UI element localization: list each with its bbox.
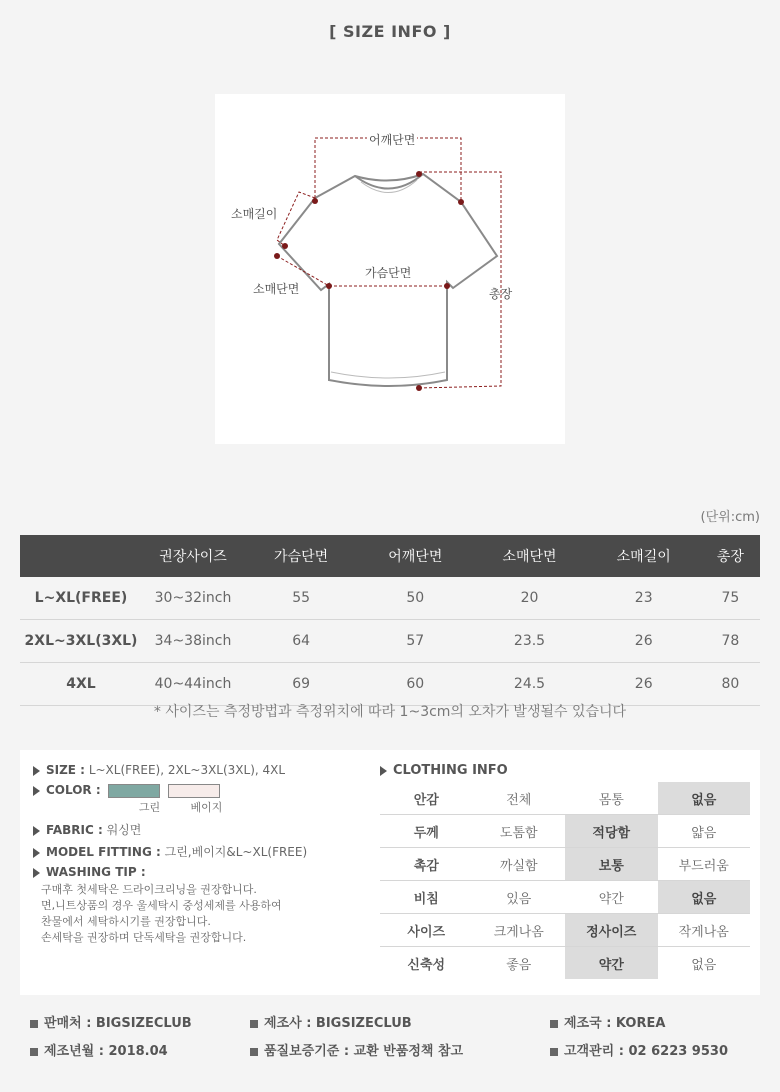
clothing-info-row (380, 815, 750, 848)
clothing-info-table (380, 782, 750, 979)
footer-country (550, 1012, 665, 1031)
table-cell: 20 (472, 577, 586, 620)
option-cell: 크게나옴 (473, 914, 566, 947)
attribute-label: 사이즈 (380, 914, 473, 947)
model-line (33, 842, 373, 862)
triangle-bullet-icon (33, 868, 40, 878)
option-cell-selected: 없음 (658, 782, 751, 815)
footer-manufacturer (250, 1012, 412, 1031)
table-cell: 23 (587, 577, 701, 620)
model-value: 그린,베이지&L~XL(FREE) (164, 845, 308, 859)
size-note: * 사이즈는 측정방법과 측정위치에 따라 1~3cm의 오차가 발생될수 있습니다 (153, 704, 627, 720)
header-cell: 권장사이즈 (142, 535, 244, 577)
unit-label: (단위:cm) (700, 510, 760, 525)
fabric-value: 워싱면 (106, 823, 142, 837)
size-name-cell: L~XL(FREE) (20, 577, 142, 620)
option-cell: 약간 (565, 881, 658, 914)
footer-manufacturer-text: 제조사 : BIGSIZECLUB (264, 1016, 412, 1031)
shoulder-right-dot (458, 199, 464, 205)
option-cell-selected: 적당함 (565, 815, 658, 848)
option-cell: 좋음 (506, 957, 532, 973)
clothing-info-row (380, 848, 750, 881)
square-bullet-icon (550, 1020, 558, 1028)
washing-line (33, 862, 373, 882)
washing-tips (33, 882, 373, 946)
header-cell: 가슴단면 (244, 535, 358, 577)
footer-warranty-text: 품질보증기준 : 교환 반품정책 참고 (264, 1044, 464, 1059)
washing-label: WASHING TIP : (46, 865, 146, 879)
clothing-info (380, 760, 750, 979)
option-cell-selected: 보통 (565, 848, 658, 881)
square-bullet-icon (30, 1048, 38, 1056)
table-row (20, 620, 760, 663)
option-cell: 얇음 (658, 815, 751, 848)
table-cell: 69 (244, 663, 358, 706)
footer-seller-text: 판매처 : BIGSIZECLUB (44, 1016, 192, 1031)
triangle-bullet-icon (33, 826, 40, 836)
attribute-label: 촉감 (380, 848, 473, 881)
size-table-header (20, 535, 760, 577)
table-cell: 60 (358, 663, 472, 706)
table-row (20, 577, 760, 620)
size-name-cell: 4XL (20, 663, 142, 706)
label-shoulder: 어깨단면 (369, 133, 416, 147)
model-label: MODEL FITTING : (46, 845, 161, 859)
tshirt-diagram (215, 94, 565, 444)
clothing-info-row (380, 782, 750, 815)
hem-dot (416, 385, 422, 391)
size-table (20, 535, 760, 706)
footer-seller (30, 1012, 192, 1031)
color-swatch-green (108, 784, 160, 798)
square-bullet-icon (30, 1020, 38, 1028)
square-bullet-icon (250, 1048, 258, 1056)
table-cell: 24.5 (472, 663, 586, 706)
page-title: [ SIZE INFO ] (329, 22, 451, 41)
footer-warranty (250, 1040, 463, 1059)
color-line (33, 780, 373, 800)
clothing-info-row (380, 947, 750, 980)
label-total-length: 총장 (489, 287, 513, 301)
footer-date (30, 1040, 168, 1059)
triangle-bullet-icon (380, 766, 387, 776)
table-cell: 80 (701, 663, 760, 706)
product-details (33, 760, 373, 946)
table-cell: 34~38inch (142, 620, 244, 663)
option-cell: 몸통 (565, 782, 658, 815)
option-cell: 없음 (691, 957, 717, 973)
product-info-panel (20, 750, 760, 995)
fabric-label: FABRIC : (46, 823, 103, 837)
attribute-label: 안감 (380, 782, 473, 815)
table-row (20, 663, 760, 706)
color-label: COLOR : (46, 783, 101, 797)
size-label: SIZE : (46, 763, 85, 777)
footer-country-text: 제조국 : KOREA (564, 1016, 666, 1031)
attribute-label: 두께 (380, 815, 473, 848)
table-cell: 75 (701, 577, 760, 620)
attribute-label: 신축성 (407, 957, 446, 973)
square-bullet-icon (250, 1020, 258, 1028)
table-cell: 30~32inch (142, 577, 244, 620)
table-cell: 26 (587, 620, 701, 663)
table-cell: 40~44inch (142, 663, 244, 706)
clothing-info-row (380, 881, 750, 914)
option-cell: 전체 (473, 782, 566, 815)
color-name-beige: 베이지 (190, 801, 223, 814)
footer-support (550, 1040, 728, 1059)
option-cell-selected: 약간 (565, 947, 658, 980)
sleeve-top-dot (282, 243, 288, 249)
table-cell: 64 (244, 620, 358, 663)
label-chest: 가슴단면 (365, 266, 412, 280)
size-value: L~XL(FREE), 2XL~3XL(3XL), 4XL (88, 763, 286, 777)
header-cell (20, 535, 142, 577)
table-cell: 26 (587, 663, 701, 706)
option-cell: 도톰함 (473, 815, 566, 848)
option-cell: 있음 (473, 881, 566, 914)
option-cell: 부드러움 (658, 848, 751, 881)
table-cell: 50 (358, 577, 472, 620)
table-cell: 57 (358, 620, 472, 663)
clothing-info-row (380, 914, 750, 947)
attribute-label: 비침 (380, 881, 473, 914)
label-sleeve-length: 소매길이 (231, 207, 278, 221)
armpit-right-dot (444, 283, 450, 289)
color-swatch-beige (168, 784, 220, 798)
header-cell: 어깨단면 (358, 535, 472, 577)
size-name-cell: 2XL~3XL(3XL) (20, 620, 142, 663)
neck-dot (416, 171, 422, 177)
header-cell: 총장 (701, 535, 760, 577)
triangle-bullet-icon (33, 786, 40, 796)
option-cell: 작게나옴 (658, 914, 751, 947)
washing-tip-line: 손세탁을 권장하며 단독세탁을 권장합니다. (41, 931, 247, 944)
sleeve-bottom-dot (274, 253, 280, 259)
header-cell: 소매길이 (587, 535, 701, 577)
shoulder-left-dot (312, 198, 318, 204)
washing-tip-line: 찬물에서 세탁하시기를 권장합니다. (41, 915, 211, 928)
option-cell-selected: 없음 (658, 881, 751, 914)
triangle-bullet-icon (33, 766, 40, 776)
option-cell: 까실함 (473, 848, 566, 881)
color-name-green: 그린 (138, 801, 161, 814)
clothing-info-title (380, 760, 750, 782)
fabric-line (33, 820, 373, 840)
table-cell: 78 (701, 620, 760, 663)
label-sleeve-width: 소매단면 (253, 282, 300, 296)
option-cell-selected: 정사이즈 (565, 914, 658, 947)
armpit-left-dot (326, 283, 332, 289)
color-names (33, 800, 373, 816)
washing-tip-line: 구매후 첫세탁은 드라이크리닝을 권장합니다. (41, 883, 257, 896)
triangle-bullet-icon (33, 848, 40, 858)
table-cell: 55 (244, 577, 358, 620)
washing-tip-line: 면,니트상품의 경우 울세탁시 중성세제를 사용하여 (41, 899, 282, 912)
header-cell: 소매단면 (472, 535, 586, 577)
footer-date-text: 제조년월 : 2018.04 (44, 1044, 168, 1059)
clothing-info-title-text: CLOTHING INFO (393, 763, 508, 778)
footer-support-text: 고객관리 : 02 6223 9530 (564, 1044, 728, 1059)
size-line (33, 760, 373, 780)
table-cell: 23.5 (472, 620, 586, 663)
square-bullet-icon (550, 1048, 558, 1056)
